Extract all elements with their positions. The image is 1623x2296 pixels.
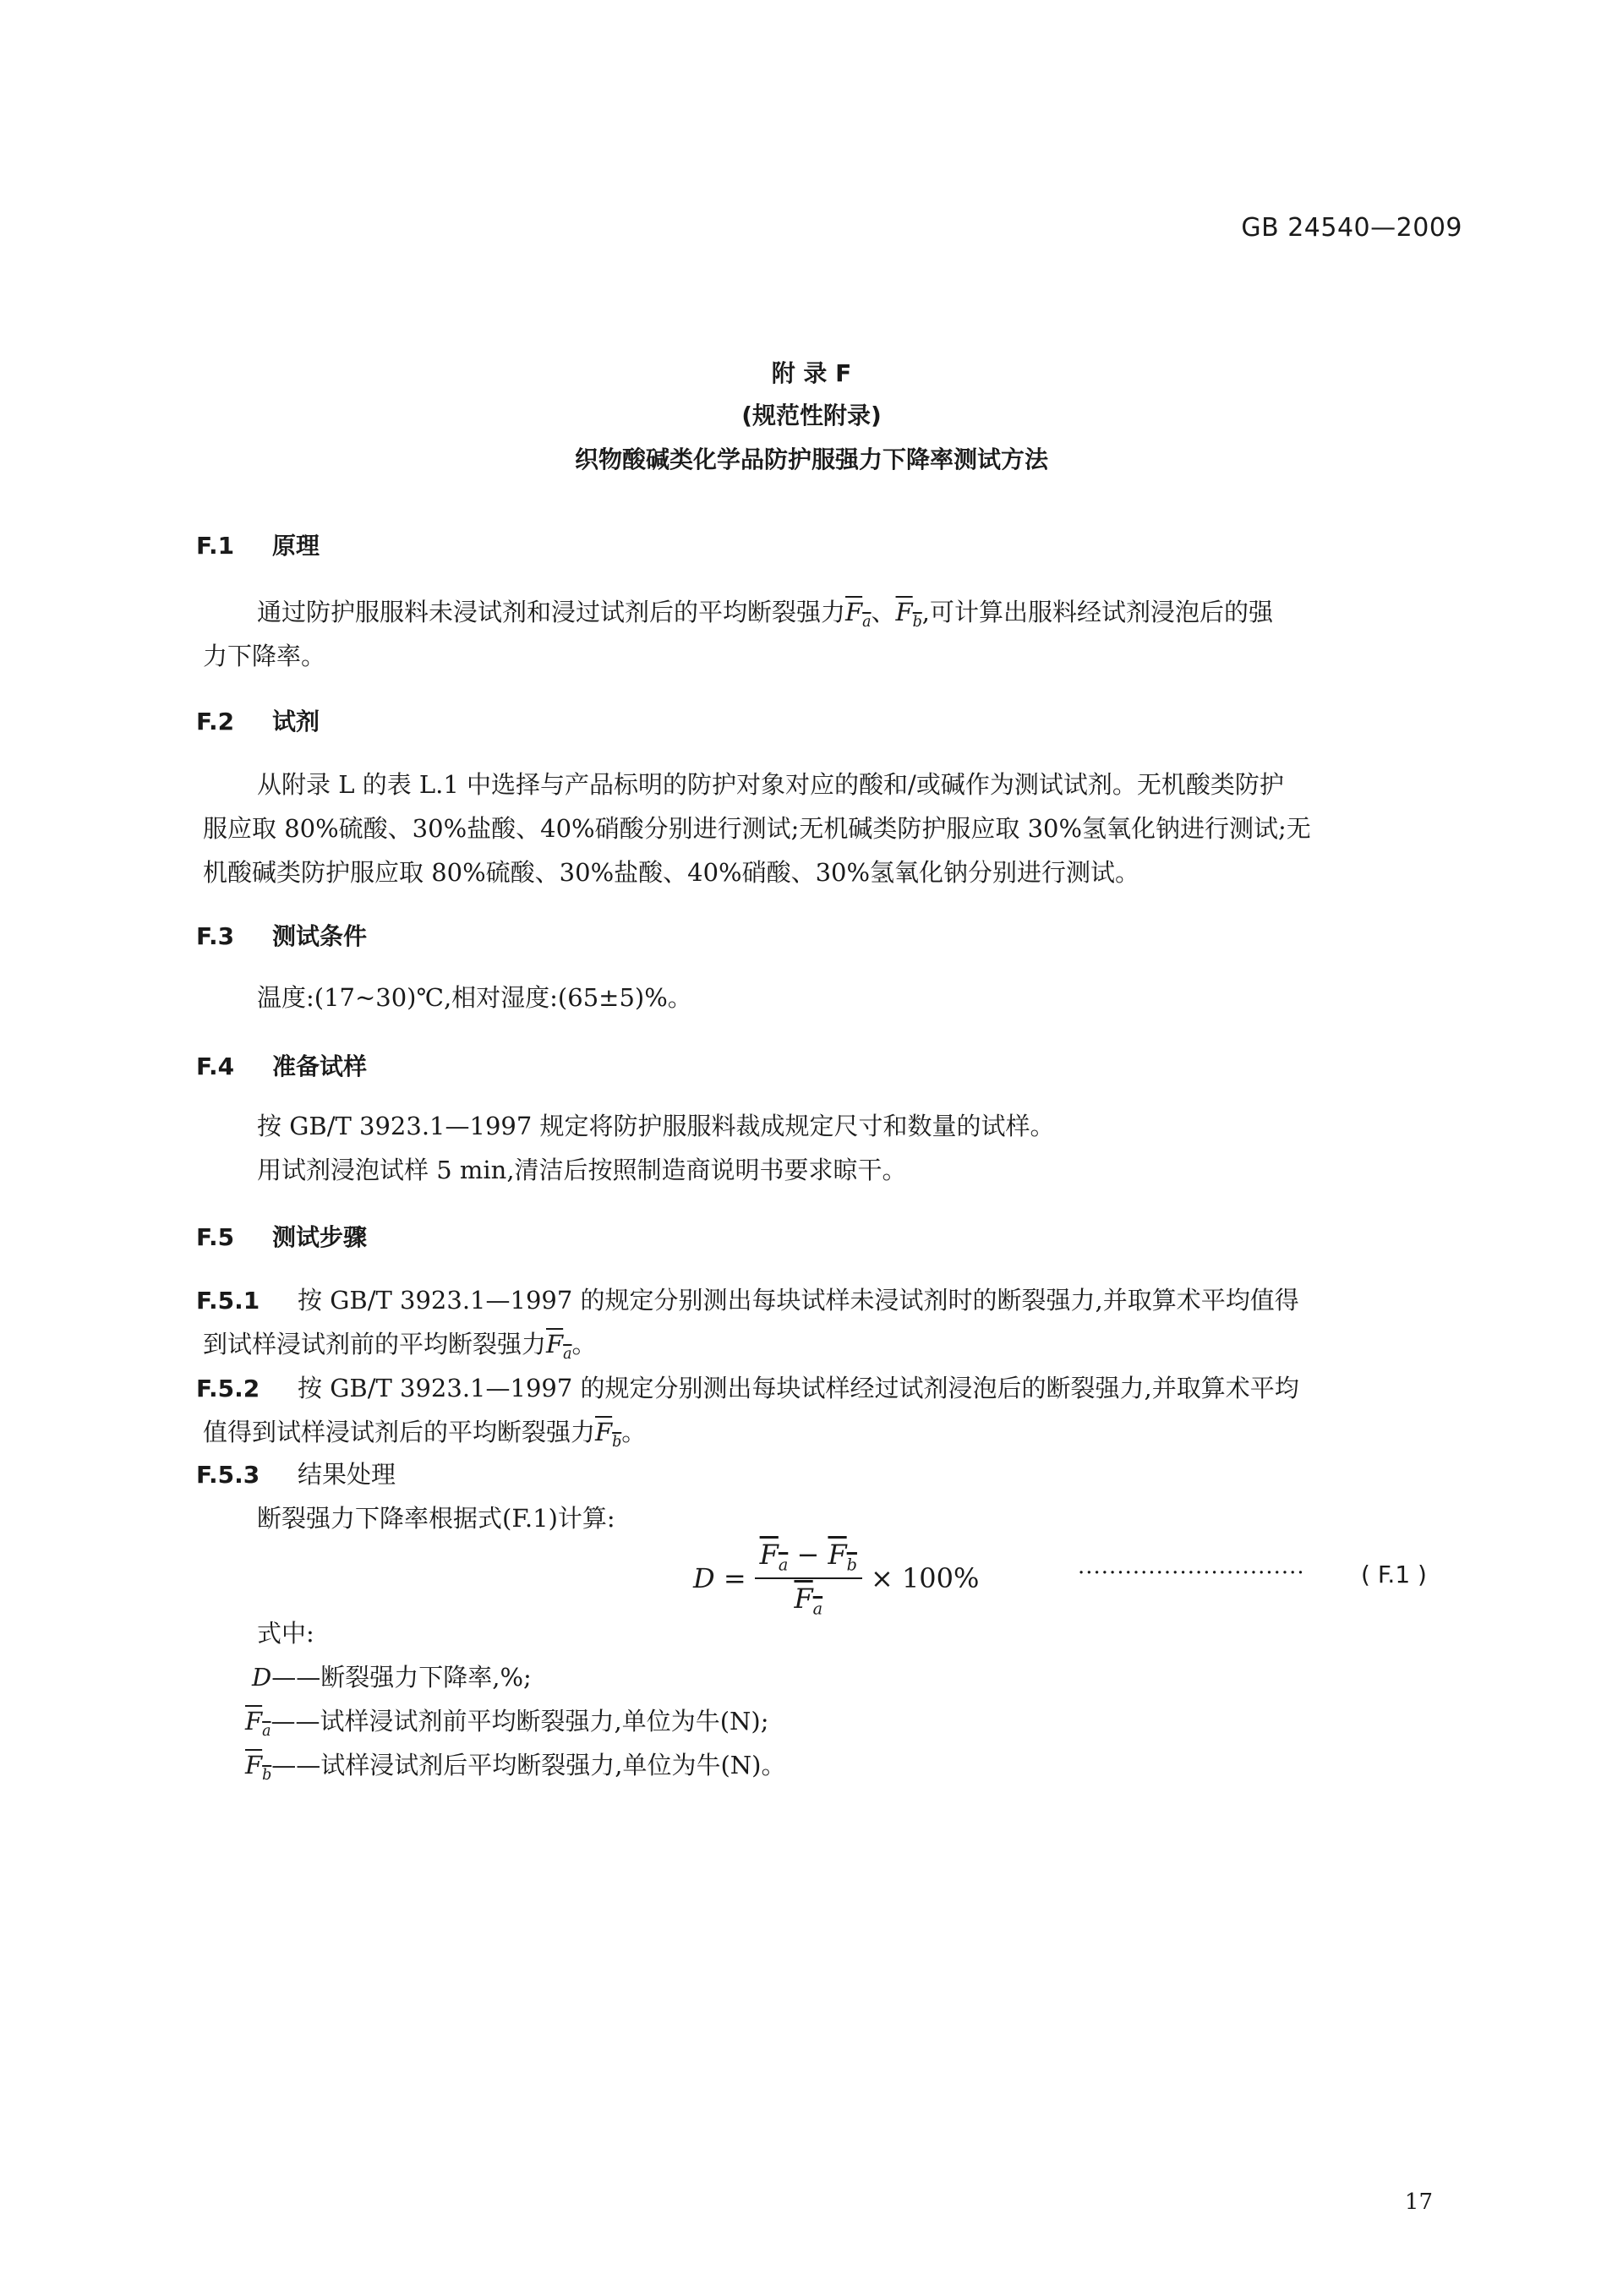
symbol-subscript: b [262, 1766, 272, 1784]
text: 按 GB/T 3923.1—1997 的规定分别测出每块试样未浸试剂时的断裂强力,并取算术平均值得 [298, 1286, 1299, 1315]
paragraph-f3-line1: 温度:(17~30)℃,相对湿度:(65±5)%。 [257, 983, 692, 1012]
section-heading-f4 [196, 1048, 367, 1082]
symbol-letter: F [845, 598, 863, 626]
text: 通过防护服服料未浸试剂和浸过试剂后的平均断裂强力 [257, 598, 846, 626]
symbol-letter: F [245, 1707, 263, 1736]
text: 按 GB/T 3923.1—1997 的规定分别测出每块试样经过试剂浸泡后的断裂强力,并取算术平均 [298, 1374, 1299, 1402]
symbol-subscript: b [846, 1555, 857, 1574]
symbol-subscript: a [778, 1555, 789, 1574]
section-number: F.1 [196, 532, 235, 560]
symbol-subscript: a [563, 1345, 572, 1363]
text: 。 [571, 1330, 597, 1358]
symbol-letter: F [794, 1583, 813, 1615]
subsection-f53-heading [196, 1452, 396, 1497]
paragraph-f1-line2: 力下降率。 [203, 642, 326, 670]
text: ,可计算出服料经试剂浸泡后的强 [921, 598, 1274, 626]
section-title: 准备试样 [272, 1052, 368, 1080]
page-number: 17 [1404, 2189, 1433, 2215]
symbol-subscript: b [612, 1433, 622, 1451]
text: 。 [621, 1418, 647, 1446]
subsection-title: 结果处理 [298, 1460, 396, 1489]
symbol-letter: F [759, 1538, 779, 1571]
paragraph-f2-line1: 从附录 L 的表 L.1 中选择与产品标明的防护对象对应的酸和/或碱作为测试试剂。无机酸类防护 [257, 770, 1284, 799]
appendix-type: (规范性附录) [741, 402, 882, 429]
symbol-fb [245, 1751, 272, 1784]
formula-multiplier: × 100% [870, 1562, 980, 1594]
document-number: GB 24540—2009 [1241, 213, 1462, 243]
text: 值得到试样浸试剂后的平均断裂强力 [203, 1418, 596, 1446]
symbol-fa [759, 1538, 789, 1574]
paragraph-f2-line3: 机酸碱类防护服应取 80%硫酸、30%盐酸、40%硝酸、30%氢氧化钠分别进行测试。 [203, 858, 1140, 887]
section-number: F.4 [196, 1052, 235, 1080]
symbol-letter: F [828, 1538, 847, 1571]
symbol-fa [245, 1707, 271, 1740]
formula-denominator [755, 1579, 862, 1618]
formula-f1 [693, 1532, 979, 1625]
symbol-letter: F [895, 598, 913, 626]
paragraph-f4-line2: 用试剂浸泡试样 5 min,清洁后按照制造商说明书要求晾干。 [257, 1156, 907, 1184]
symbol-fa [546, 1330, 572, 1363]
definition-text: ——断裂强力下降率,%; [271, 1663, 532, 1692]
formula-intro: 断裂强力下降率根据式(F.1)计算: [257, 1504, 615, 1533]
paragraph-f4-line1: 按 GB/T 3923.1—1997 规定将防护服服料裁成规定尺寸和数量的试样。 [257, 1112, 1055, 1140]
section-title: 原理 [272, 532, 320, 560]
section-heading-f1 [196, 528, 320, 561]
symbol-fb [595, 1418, 622, 1451]
where-d [252, 1655, 532, 1699]
formula-leader-dots: ····························· [1078, 1561, 1305, 1586]
section-number: F.2 [196, 708, 235, 735]
subsection-number: F.5.3 [196, 1461, 260, 1489]
section-title: 试剂 [272, 708, 320, 735]
subsection-number: F.5.1 [196, 1287, 260, 1315]
where-fb [245, 1743, 786, 1797]
symbol-subscript: a [812, 1599, 823, 1619]
definition-text: ——试样浸试剂后平均断裂强力,单位为牛(N)。 [271, 1751, 786, 1779]
symbol-fb [895, 598, 922, 631]
paragraph-f1-line1 [257, 590, 1273, 644]
section-heading-f3 [196, 918, 367, 952]
formula-lhs: D = [693, 1562, 746, 1594]
symbol-fb [828, 1538, 857, 1574]
symbol-d: D [252, 1663, 272, 1692]
formula-label: ( F.1 ) [1361, 1561, 1427, 1588]
formula-fraction [755, 1539, 862, 1619]
paragraph-f2-line2: 服应取 80%硫酸、30%盐酸、40%硝酸分别进行测试;无机碱类防护服应取 30%氢氧化钠进行测试;无 [203, 814, 1311, 843]
symbol-letter: F [595, 1418, 613, 1446]
symbol-subscript: b [912, 613, 922, 631]
formula-minus: − [788, 1538, 828, 1571]
section-heading-f5 [196, 1219, 367, 1253]
definition-text: ——试样浸试剂前平均断裂强力,单位为牛(N); [270, 1707, 769, 1736]
appendix-heading: 附 录 F [771, 359, 852, 387]
section-number: F.3 [196, 922, 235, 950]
section-heading-f2 [196, 703, 320, 737]
subsection-number: F.5.2 [196, 1375, 260, 1402]
appendix-title: 织物酸碱类化学品防护服强力下降率测试方法 [574, 446, 1048, 473]
text: 到试样浸试剂前的平均断裂强力 [203, 1330, 547, 1358]
text: 、 [871, 598, 896, 626]
symbol-subscript: a [262, 1722, 271, 1740]
symbol-subscript: a [862, 613, 872, 631]
section-title: 测试条件 [272, 922, 368, 950]
subsection-f52-line1 [196, 1366, 1299, 1411]
where-intro: 式中: [257, 1619, 314, 1648]
symbol-letter: F [245, 1751, 263, 1779]
symbol-letter: F [546, 1330, 564, 1358]
subsection-f51-line1 [196, 1278, 1299, 1323]
symbol-fa [845, 598, 872, 631]
section-number: F.5 [196, 1223, 235, 1251]
section-title: 测试步骤 [272, 1223, 368, 1251]
formula-numerator [755, 1539, 862, 1579]
symbol-fa [794, 1583, 823, 1619]
